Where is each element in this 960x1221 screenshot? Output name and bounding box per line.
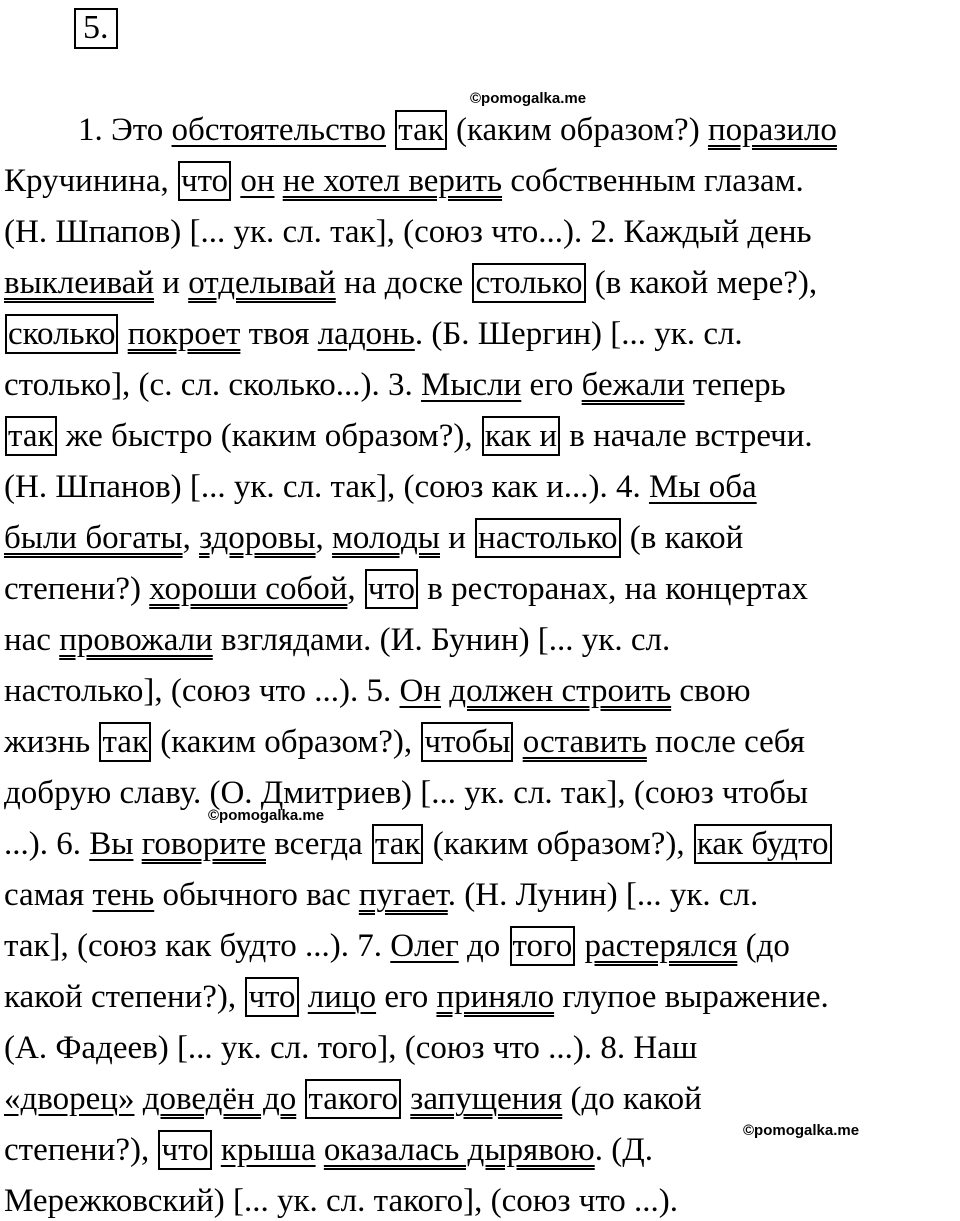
subject-underlined: Мысли xyxy=(421,367,522,403)
text-line: 1. Это обстоятельство так (каким образом?) поразило xyxy=(78,112,837,148)
boxed-word: как и xyxy=(482,416,560,456)
boxed-word: так xyxy=(372,824,424,864)
subject-underlined: он xyxy=(240,163,275,199)
boxed-word: как будто xyxy=(694,824,832,864)
predicate-double-underlined: доведён до xyxy=(142,1081,297,1117)
text-line: так], (союз как будто ...). 7. Олег до того растерялся (до xyxy=(4,928,790,964)
subject-underlined: тень xyxy=(92,877,155,913)
predicate-double-underlined: провожали xyxy=(59,622,213,658)
text-line: так же быстро (каким образом?), как и в начале встречи. xyxy=(4,416,813,456)
predicate-double-underlined: выклеивай xyxy=(4,265,155,301)
text-line: (Н. Шпапов) [... ук. сл. так], (союз что...). 2. Каждый день xyxy=(4,214,812,250)
text-line: степени?) хороши собой, что в ресторанах, на концертах xyxy=(4,571,809,607)
text-line: нас провожали взглядами. (И. Бунин) [... ук. сл. xyxy=(4,622,671,658)
predicate-double-underlined: покроет xyxy=(127,316,241,352)
boxed-word: что xyxy=(178,161,231,201)
predicate-double-underlined: должен строить xyxy=(449,673,672,709)
text-line: Мережковский) [... ук. сл. такого], (союз что ...). xyxy=(4,1183,679,1219)
boxed-word: так xyxy=(395,110,447,150)
subject-underlined: обстоятельство xyxy=(171,112,387,148)
subject-underlined: Мы оба xyxy=(648,469,757,505)
predicate-double-underlined: говорите xyxy=(141,826,266,862)
boxed-word: что xyxy=(245,977,298,1017)
predicate-double-underlined: отделывай xyxy=(188,265,336,301)
text-line: столько], (с. сл. сколько...). 3. Мысли его бежали теперь xyxy=(4,367,786,403)
watermark: ©pomogalka.me xyxy=(743,1122,860,1139)
boxed-word: что xyxy=(158,1130,211,1170)
text-line: самая тень обычного вас пугает. (Н. Лунин) [... ук. сл. xyxy=(4,877,759,913)
text-line: «дворец» доведён до такого запущения (до какой xyxy=(4,1081,702,1117)
boxed-word: такого xyxy=(305,1079,401,1119)
boxed-word: чтобы xyxy=(421,722,513,762)
text-line: какой степени?), что лицо его приняло глупое выражение. xyxy=(4,979,829,1015)
text-line: были богаты, здоровы, молоды и настолько (в какой xyxy=(4,520,744,556)
text-line: выклеивай и отделывай на доске столько (в какой мере?), xyxy=(4,265,818,301)
predicate-double-underlined: оказалась дырявою xyxy=(323,1132,595,1168)
predicate-double-underlined: поразило xyxy=(707,112,837,148)
subject-underlined: крыша xyxy=(220,1132,316,1168)
boxed-word: того xyxy=(510,926,576,966)
boxed-word: что xyxy=(365,569,418,609)
subject-underlined: Он xyxy=(399,673,442,709)
subject-underlined: Олег xyxy=(390,928,459,964)
predicate-double-underlined: здоровы xyxy=(199,520,316,556)
predicate-double-underlined: хороши собой xyxy=(149,571,348,607)
text-line: ...). 6. Вы говорите всегда так (каким образом?), как будто xyxy=(4,824,833,864)
predicate-double-underlined: приняло xyxy=(436,979,555,1015)
task-number: 5. xyxy=(74,8,118,49)
predicate-double-underlined: оставить xyxy=(522,724,647,760)
watermark: ©pomogalka.me xyxy=(208,807,325,824)
text-line: степени?), что крыша оказалась дырявою. (Д. xyxy=(4,1132,653,1168)
boxed-word: так xyxy=(5,416,57,456)
predicate-double-underlined: растерялся xyxy=(584,928,738,964)
subject-underlined: лицо xyxy=(307,979,377,1015)
watermark: ©pomogalka.me xyxy=(470,90,587,107)
predicate-double-underlined: были богаты xyxy=(4,520,183,556)
predicate-double-underlined: бежали xyxy=(581,367,685,403)
text-line: (Н. Шпанов) [... ук. сл. так], (союз как и...). 4. Мы оба xyxy=(4,469,757,505)
predicate-double-underlined: не хотел верить xyxy=(282,163,503,199)
boxed-word: настолько xyxy=(475,518,620,558)
text-line: настолько], (союз что ...). 5. Он должен строить свою xyxy=(4,673,751,709)
text-line: Кручинина, что он не хотел верить собственным глазам. xyxy=(4,163,804,199)
subject-underlined: ладонь xyxy=(317,316,415,352)
boxed-word: сколько xyxy=(5,314,118,354)
text-line: добрую славу. (О. Дмитриев) [... ук. сл. так], (союз чтобы xyxy=(4,775,809,811)
subject-underlined: «дворец» xyxy=(4,1081,135,1117)
boxed-word: столько xyxy=(472,263,585,303)
predicate-double-underlined: запущения xyxy=(410,1081,563,1117)
predicate-double-underlined: молоды xyxy=(332,520,440,556)
predicate-double-underlined: пугает xyxy=(358,877,448,913)
text-line: сколько покроет твоя ладонь. (Б. Шергин) [... ук. сл. xyxy=(4,314,743,354)
text-line: (А. Фадеев) [... ук. сл. того], (союз что ...). 8. Наш xyxy=(4,1030,698,1066)
subject-underlined: Вы xyxy=(89,826,134,862)
text-line: жизнь так (каким образом?), чтобы оставить после себя xyxy=(4,724,805,760)
boxed-word: так xyxy=(99,722,151,762)
